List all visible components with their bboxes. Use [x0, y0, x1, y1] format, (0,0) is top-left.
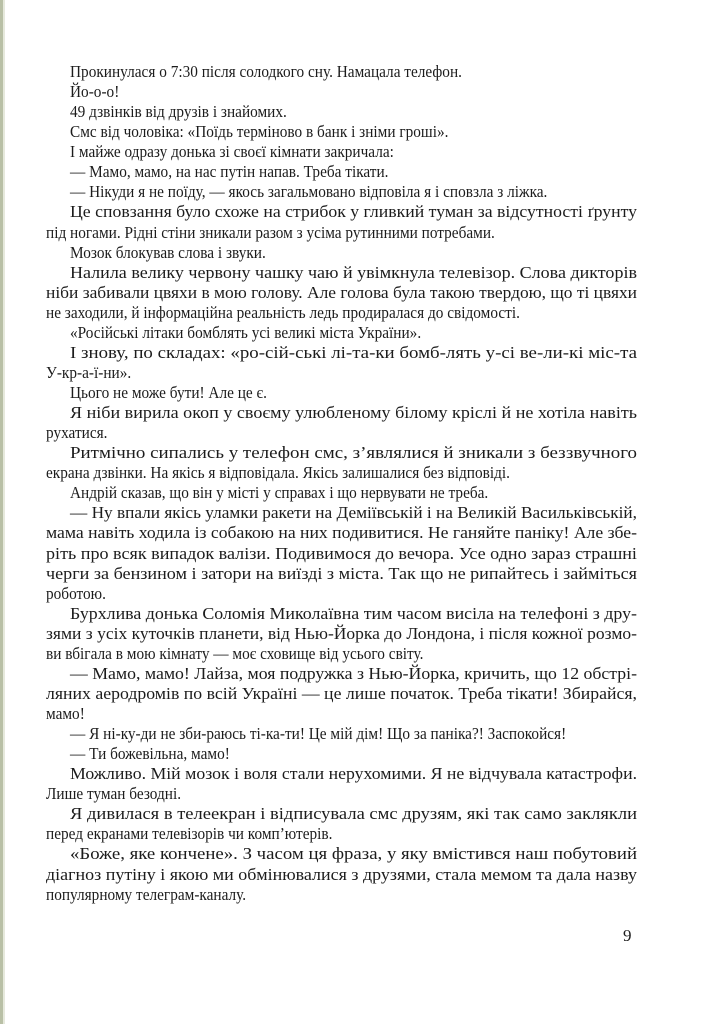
text-line [46, 664, 637, 684]
text-line-content: популярному телеграм-каналу. [46, 884, 247, 904]
text-line-content: ріть про всяк випадок валізи. Подивимося до вечора. Усе одно зараз страшні [46, 543, 637, 563]
text-line [46, 363, 637, 383]
text-line-content: не заходили, й інформаційна реальність ледь продиралася до свідомості. [46, 302, 520, 322]
text-line-content: перед екранами телевізорів чи комп’ютерів. [46, 824, 333, 844]
text-line-content: — Ну впали якісь уламки ракети на Деміївській і на Великій Васильківській, [70, 503, 637, 523]
text-line-content: Ритмічно сипались у телефон смс, з’являлися й зникали з беззвучного [70, 443, 638, 463]
text-line [46, 303, 637, 323]
text-line [46, 463, 637, 483]
text-line-content: ніби забивали цвяхи в мою голову. Але голова була такою твердою, що ті цвяхи [46, 282, 638, 302]
text-line [46, 744, 637, 764]
text-line [46, 403, 637, 423]
text-line [46, 323, 637, 343]
text-line-content: Смс від чоловіка: «Поїдь терміново в банк і зніми гроші». [70, 122, 449, 142]
text-line-content: Лише туман безодні. [46, 784, 182, 804]
text-line-content: Я ніби вирила окоп у своєму улюбленому білому кріслі й не хотіла навіть [70, 403, 638, 423]
text-line [46, 122, 637, 142]
text-line [46, 644, 637, 664]
text-line [46, 62, 637, 82]
text-line-content: Це сповзання було схоже на стрибок у гливкий туман за відсутності ґрунту [70, 202, 638, 222]
text-line-content: — Ти божевільна, мамо! [70, 744, 230, 764]
text-line [46, 383, 637, 403]
text-line-content: Цього не може бути! Але це є. [70, 383, 267, 402]
text-line [46, 202, 637, 222]
text-line [46, 844, 637, 864]
text-line-content: — Мамо, мамо! Лайза, моя подружка з Нью-Йорка, кричить, що 12 обстрі- [70, 663, 638, 683]
text-line [46, 142, 637, 162]
text-line-content: Мозок блокував слова і звуки. [70, 242, 266, 262]
page-body-text [46, 62, 637, 905]
text-line-content: рухатися. [46, 423, 108, 443]
text-line [46, 584, 637, 604]
text-line-content: Можливо. Мій мозок і воля стали нерухомими. Я не відчувала катастрофи. [70, 764, 638, 784]
text-line [46, 764, 637, 784]
text-line [46, 784, 637, 804]
text-line-content: Бурхлива донька Соломія Миколаївна тим часом висіла на телефоні з дру- [70, 603, 638, 623]
text-line [46, 684, 637, 704]
text-line [46, 804, 637, 824]
page-number: 9 [623, 926, 632, 945]
text-line [46, 724, 637, 744]
text-line [46, 824, 637, 844]
text-line-content: черги за бензином і затори на виїзді з міста. Так що не рипайтесь і займіться [46, 563, 638, 583]
text-line [46, 564, 637, 584]
text-line-content: мама навіть ходила із собакою на них подивитися. Не ганяйте паніку! Але збе- [46, 523, 637, 543]
text-line [46, 283, 637, 303]
text-line [46, 604, 637, 624]
text-line-content: ляних аеродромів по всій Україні — це лише початок. Треба тікати! Збирайся, [46, 683, 637, 703]
text-line [46, 162, 637, 182]
text-line-content: — Мамо, мамо, на нас путін напав. Треба тікати. [70, 162, 389, 182]
text-line-content: екрана дзвінки. На якісь я відповідала. Якісь залишалися без відповіді. [46, 463, 510, 483]
text-line-content: У-кр-а-ї-ни». [46, 362, 132, 382]
text-line [46, 865, 637, 885]
text-line-content: Прокинулася о 7:30 після солодкого сну. Намацала телефон. [70, 62, 462, 81]
text-line-content: Я дивилася в телеекран і відписувала смс друзям, які так само заклякли [70, 804, 638, 824]
text-line [46, 885, 637, 905]
text-line [46, 343, 637, 363]
text-line-content: І знову, по складах: «ро-сій-ські лі-та-ки бомб-лять у-сі ве-ли-кі міс-та [70, 342, 637, 362]
page-left-edge-shade [3, 0, 5, 1024]
text-line-content: роботою. [46, 583, 106, 603]
text-line-content: Йо-о-о! [70, 82, 120, 102]
text-line [46, 223, 637, 243]
text-line [46, 523, 637, 543]
text-line [46, 544, 637, 564]
text-line [46, 704, 637, 724]
text-line-content: Андрій сказав, що він у місті у справах і що нервувати не треба. [70, 483, 489, 503]
text-line [46, 243, 637, 263]
text-line-content: Налила велику червону чашку чаю й увімкнула телевізор. Слова дикторів [70, 262, 637, 282]
text-line [46, 624, 637, 644]
text-line [46, 423, 637, 443]
text-line-content: І майже одразу донька зі своєї кімнати закричала: [70, 142, 394, 162]
text-line-content: зями з усіх куточків планети, від Нью-Йорка до Лондона, і після кожної розмо- [46, 623, 637, 643]
text-line-content: ви вбігала в мою кімнату — моє сховище від усього світу. [46, 643, 424, 663]
text-line [46, 503, 637, 523]
text-line [46, 263, 637, 283]
text-line [46, 82, 637, 102]
text-line-content: 49 дзвінків від друзів і знайомих. [70, 102, 287, 122]
text-line [46, 182, 637, 202]
text-line-content: — Я ні-ку-ди не зби-раюсь ті-ка-ти! Це мій дім! Що за паніка?! Заспокойся! [70, 724, 567, 744]
text-line [46, 102, 637, 122]
text-line-content: «Боже, яке кончене». З часом ця фраза, у яку вмістився наш побутовий [70, 844, 638, 864]
text-line-content: «Російські літаки бомблять усі великі міста України». [70, 322, 422, 342]
text-line [46, 483, 637, 503]
text-line-content: — Нікуди я не поїду, — якось загальмовано відповіла я і сповзла з ліжка. [70, 182, 548, 202]
text-line-content: діагноз путіну і якою ми обмінювалися з друзями, стала мемом та дала назву [46, 864, 637, 884]
text-line-content: мамо! [46, 704, 85, 723]
text-line [46, 443, 637, 463]
text-line-content: під ногами. Рідні стіни зникали разом з усіма рутинними потребами. [46, 222, 495, 242]
